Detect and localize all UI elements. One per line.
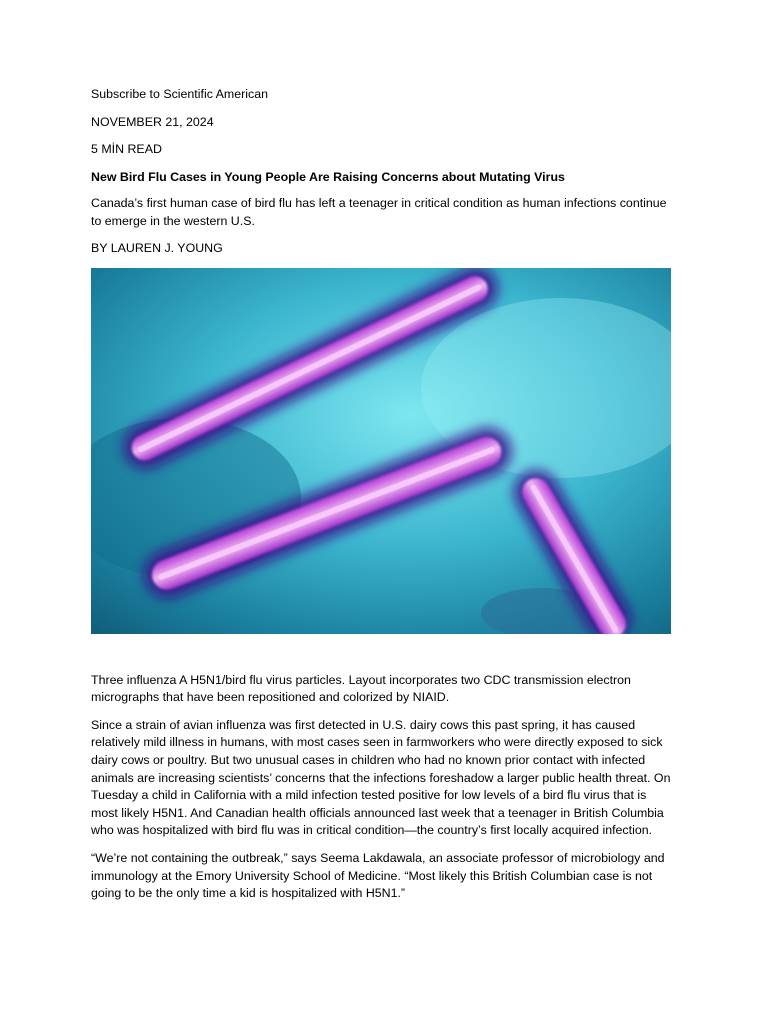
subscribe-link[interactable]: Subscribe to Scientific American <box>91 87 268 101</box>
body-paragraph-1: Since a strain of avian influenza was first detected in U.S. dairy cows this past spring, it has caused relatively mild illness in humans, with most cases seen in farmworkers who were directly exposed to sick dairy cows or poultry. But two unusual cases in children who had no known prior contact with infected animals are increasing scientists’ concerns that the infections foreshadow a larger public health threat. On Tuesday a child in California with a mild infection tested positive for low levels of a bird flu virus that is most likely H5N1. And Canadian health officials announced last week that a teenager in British Columbia who was hospitalized with bird flu was in critical condition—the country’s first locally acquired infection. <box>91 717 671 838</box>
publish-date: NOVEMBER 21, 2024 <box>91 114 214 129</box>
article-title: New Bird Flu Cases in Young People Are Raising Concerns about Mutating Virus <box>91 169 565 184</box>
article-byline: BY LAUREN J. YOUNG <box>91 241 223 256</box>
body-paragraph-2: “We’re not containing the outbreak,” says Seema Lakdawala, an associate professor of microbiology and immunology at the Emory University School of Medicine. “Most likely this British Columbian case is not going to be the only time a kid is hospitalized with H5N1.” <box>91 851 665 901</box>
image-caption: Three influenza A H5N1/bird flu virus particles. Layout incorporates two CDC transmission electron micrographs that have been repositioned and colorized by NIAID. <box>91 672 631 705</box>
read-time: 5 MİN READ <box>91 142 162 156</box>
virus-micrograph-image <box>91 268 671 634</box>
document-page <box>91 86 676 913</box>
article-subtitle: Canada’s first human case of bird flu has left a teenager in critical condition as human infections continue to emerge in the western U.S. <box>91 196 667 228</box>
